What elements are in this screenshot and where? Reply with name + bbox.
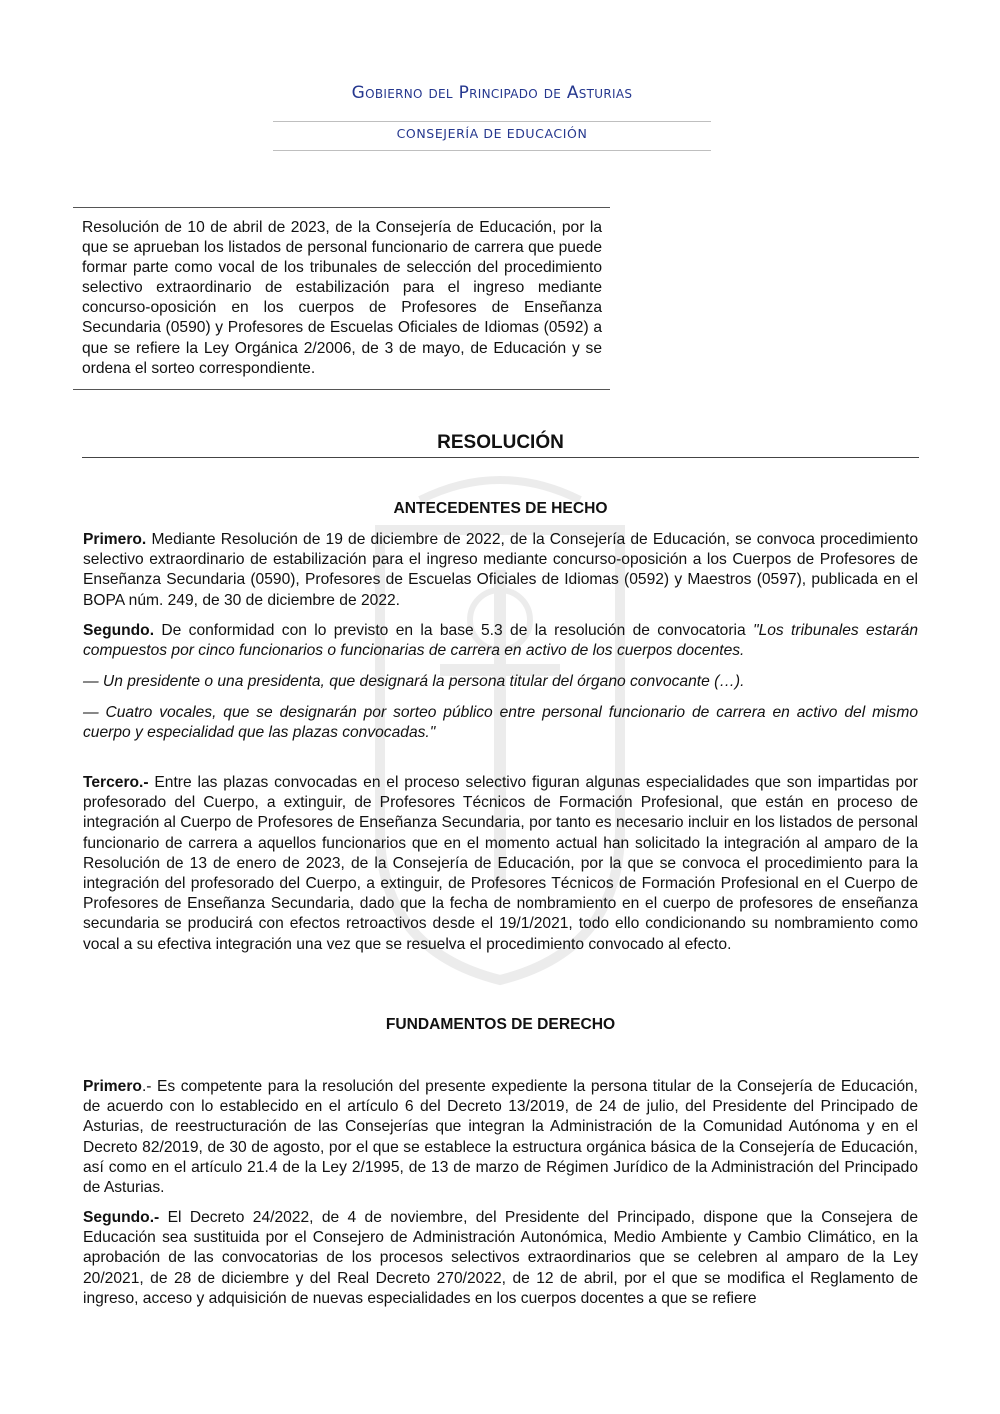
segundo-item2-text: — Cuatro vocales, que se designarán por sorteo público entre personal funcionario de carrera en activo del mismo cuerpo y especialidad que las plazas convocadas.": [83, 704, 918, 742]
segundo-item-presidente: [83, 672, 918, 692]
fundamentos-primero: [83, 1077, 918, 1198]
header-subtitle: CONSEJERÍA DE EDUCACIÓN: [396, 126, 588, 141]
primero-text: Mediante Resolución de 19 de diciembre de 2022, de la Consejería de Educación, se convoca procedimiento selectivo extraordinario de estabilización para el ingreso mediante concurso-oposición a los Cuerpos de Profesores de Enseñanza Secundaria (0590), Profesores de Escuelas Oficiales de Idiomas (0592) y Maestros (0597), publicada en el BOPA núm. 249, de 30 de diciembre de 2022.: [83, 531, 918, 609]
fund-segundo-label: Segundo.-: [83, 1209, 160, 1226]
tercero-label: Tercero.-: [83, 774, 149, 791]
fund-primero-label: Primero: [83, 1078, 142, 1095]
segundo-text: De conformidad con lo previsto en la base 5.3 de la resolución de convocatoria: [154, 622, 754, 639]
segundo-quote: "Los tribunales estarán compuestos por cinco funcionarios o funcionarias de carrera en activo de los cuerpos docentes.: [83, 622, 919, 660]
fundamentos-segundo: [83, 1208, 918, 1309]
antecedentes-primero: [83, 530, 918, 611]
segundo-item-vocales: [83, 703, 918, 743]
resolution-rule: [82, 457, 919, 458]
antecedentes-heading: ANTECEDENTES DE HECHO: [393, 500, 608, 517]
fundamentos-heading: FUNDAMENTOS DE DERECHO: [385, 1016, 616, 1033]
resolution-title: RESOLUCIÓN: [437, 432, 564, 453]
fund-primero-text: .- Es competente para la resolución del presente expediente la persona titular de la Consejería de Educación, de acuerdo con lo establecido en el artículo 6 del Decreto 13/2019, de 24 de julio, del Presidente del Principado de Asturias, de reestructuración de las Consejerías que integran la Administración de la Comunidad Autónoma y en el Decreto 82/2019, de 30 de agosto, por el que se establece la estructura orgánica básica de la Consejería de Educación, así como en el artículo 21.4 de la Ley 2/1995, de 13 de marzo de Régimen Jurídico de la Administración del Principado de Asturias.: [83, 1078, 918, 1197]
fund-segundo-text: El Decreto 24/2022, de 4 de noviembre, del Presidente del Principado, dispone que la Consejera de Educación sea sustituida por el Consejero de Administración Autonómica, Medio Ambiente y Cambio Climático, en la aprobación de las convocatorias de los procesos selectivos extraordinarios que se celebren al amparo de la Ley 20/2021, de 28 de diciembre y del Real Decreto 270/2022, de 12 de abril, por el que se modifica el Reglamento de ingreso, acceso y adquisición de nuevas especialidades en los cuerpos docentes a que se refiere: [83, 1209, 918, 1307]
antecedentes-tercero: [83, 773, 918, 955]
header-title: Gobierno del Principado de Asturias: [351, 83, 633, 103]
summary-text: Resolución de 10 de abril de 2023, de la Consejería de Educación, por la que se aprueban los listados de personal funcionario de carrera que puede formar parte como vocal de los tribunales de selección del procedimiento selectivo extraordinario de estabilización para el ingreso mediante concurso-oposición en los cuerpos de Profesores de Enseñanza Secundaria (0590) y Profesores de Escuelas Oficiales de Idiomas (0592) a que se refiere la Ley Orgánica 2/2006, de 3 de mayo, de Educación y se ordena el sorteo correspondiente.: [82, 219, 602, 377]
tercero-text: Entre las plazas convocadas en el proceso selectivo figuran algunas especialidades que son impartidas por profesorado del Cuerpo, a extinguir, de Profesores Técnicos de Formación Profesional, que están en proceso de integración al Cuerpo de Profesores de Enseñanza Secundaria, por tanto es necesario incluir en los listados de personal funcionario de carrera a aquellos funcionarios que en el momento actual han solicitado la integración al amparo de la Resolución de 13 de enero de 2023, de la Consejería de Educación, por la que se convoca el procedimiento para la integración del profesorado del Cuerpo, a extinguir, de Profesores Técnicos de Formación Profesional en el Cuerpo de Profesores de Enseñanza Secundaria, dado que la fecha de nombramiento en el cuerpo de profesores de enseñanza secundaria se producirá con efectos retroactivos desde el 19/1/2021, todo ello condicionando su nombramiento como vocal a su efectiva integración una vez que se resuelva el procedimiento convocado al efecto.: [83, 774, 918, 953]
antecedentes-segundo: [83, 621, 918, 661]
segundo-item1-text: — Un presidente o una presidenta, que designará la persona titular del órgano convocante (…).: [83, 673, 745, 690]
header-divider-top: [273, 121, 711, 122]
primero-label: Primero.: [83, 531, 147, 548]
header-divider-bottom: [273, 150, 711, 151]
segundo-label: Segundo.: [83, 622, 155, 639]
summary-box: [73, 207, 610, 390]
